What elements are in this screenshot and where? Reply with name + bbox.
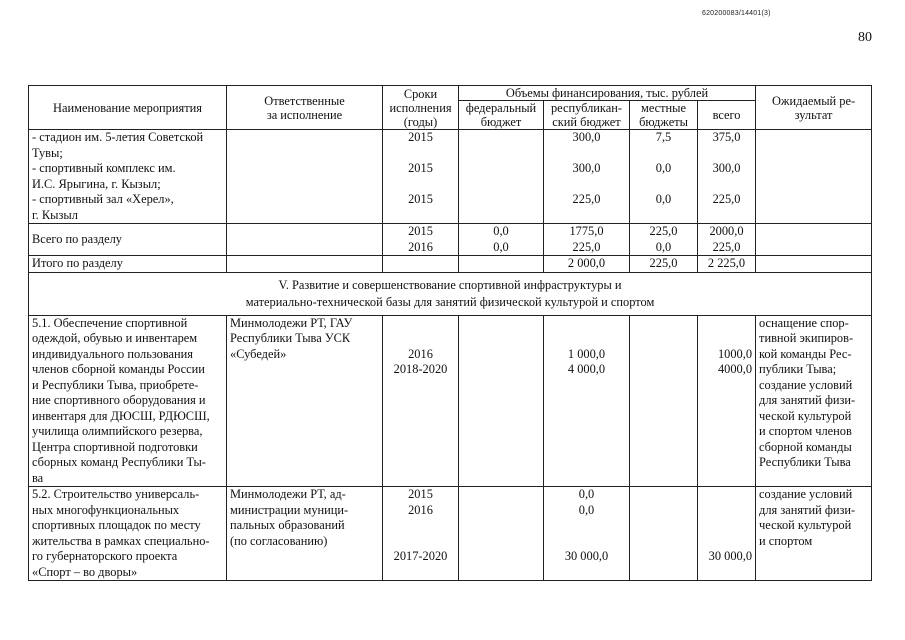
section-result-result bbox=[756, 256, 872, 273]
row-5-1-federal bbox=[459, 315, 544, 487]
row-5-2-federal bbox=[459, 487, 544, 581]
row-5-1-total bbox=[698, 315, 756, 487]
row-5-1-total-text: 1000,0 4000,0 bbox=[717, 346, 753, 376]
row-5-2-years: 2015 2016 2017-2020 bbox=[383, 487, 459, 581]
header-result: Ожидаемый ре- зультат bbox=[756, 86, 872, 130]
section-v-title: V. Развитие и совершенствование спортивной инфраструктуры и материально-технической базы для занятий физической культурой и спортом bbox=[29, 272, 872, 315]
row-5-2-result: создание условий для занятий физи- ческой культурой и спортом bbox=[756, 487, 872, 581]
row-5-1-republican bbox=[544, 315, 630, 487]
section-total-label: Всего по разделу bbox=[29, 224, 227, 256]
row-5-2-responsible: Минмолодежи РТ, ад- министрации муници- пальных образований (по согласованию) bbox=[227, 487, 383, 581]
header-responsible: Ответственные за исполнение bbox=[227, 86, 383, 130]
header-funding-group: Объемы финансирования, тыс. рублей bbox=[459, 86, 756, 101]
header-federal: федеральный бюджет bbox=[459, 101, 544, 130]
header-terms: Сроки исполнения (годы) bbox=[383, 86, 459, 130]
row-5-2-total bbox=[698, 487, 756, 581]
table-row bbox=[29, 256, 872, 273]
header-total: всего bbox=[698, 101, 756, 130]
row-5-1-local bbox=[630, 315, 698, 487]
facilities-federal bbox=[459, 130, 544, 224]
table-row bbox=[29, 130, 872, 224]
row-5-1-name: 5.1. Обеспечение спортивной одеждой, обувью и инвентарем индивидуального пользования членов сборной команды России и Республики Тыва, приобрете- ние спортивного оборудования и инвентаря для ДЮСШ, РДЮСШ, училища олимпийского резерва, Центра спортивной подготовки сборных команд Республики Ты- ва bbox=[29, 315, 227, 487]
row-5-2-local bbox=[630, 487, 698, 581]
document-id: 620200083/14401(3) bbox=[702, 10, 771, 17]
section-total-total: 2000,0 225,0 bbox=[698, 224, 756, 256]
table-row bbox=[29, 224, 872, 256]
header-name: Наименование мероприятия bbox=[29, 86, 227, 130]
header-local: местные бюджеты bbox=[630, 101, 698, 130]
section-result-local: 225,0 bbox=[630, 256, 698, 273]
section-result-years bbox=[383, 256, 459, 273]
row-5-1-years-text: 2016 2018-2020 bbox=[393, 346, 448, 376]
section-heading-row bbox=[29, 272, 872, 315]
row-5-2-name: 5.2. Строительство универсаль- ных многофункциональных спортивных площадок по месту жительства в рамках специально- го губернаторского проекта «Спорт – во дворы» bbox=[29, 487, 227, 581]
facilities-total: 375,0 300,0 225,0 bbox=[698, 130, 756, 224]
section-result-responsible bbox=[227, 256, 383, 273]
section-result-federal bbox=[459, 256, 544, 273]
row-5-2-total-text: 30 000,0 bbox=[708, 549, 753, 563]
facilities-result bbox=[756, 130, 872, 224]
header-republican: республикан- ский бюджет bbox=[544, 101, 630, 130]
row-5-1-years bbox=[383, 315, 459, 487]
facilities-years: 2015 2015 2015 bbox=[383, 130, 459, 224]
section-total-responsible bbox=[227, 224, 383, 256]
financing-table bbox=[28, 85, 872, 581]
table-row bbox=[29, 315, 872, 487]
facilities-republican: 300,0 300,0 225,0 bbox=[544, 130, 630, 224]
facilities-responsible bbox=[227, 130, 383, 224]
section-result-republican: 2 000,0 bbox=[544, 256, 630, 273]
section-total-federal: 0,0 0,0 bbox=[459, 224, 544, 256]
row-5-1-republican-text: 1 000,0 4 000,0 bbox=[567, 346, 606, 376]
section-total-years: 2015 2016 bbox=[383, 224, 459, 256]
section-total-republican: 1775,0 225,0 bbox=[544, 224, 630, 256]
section-result-total: 2 225,0 bbox=[698, 256, 756, 273]
row-5-1-result: оснащение спор- тивной экипиров- кой команды Рес- публики Тыва; создание условий для занятий физи- ческой культурой и спортом членов сборной команды Республики Тыва bbox=[756, 315, 872, 487]
table-header-row bbox=[29, 86, 872, 101]
section-result-label: Итого по разделу bbox=[29, 256, 227, 273]
row-5-1-responsible: Минмолодежи РТ, ГАУ Республики Тыва УСК «Субедей» bbox=[227, 315, 383, 487]
section-total-local: 225,0 0,0 bbox=[630, 224, 698, 256]
facilities-name: - стадион им. 5-летия Советской Тувы; - спортивный комплекс им. И.С. Ярыгина, г. Кызыл; - спортивный зал «Херел», г. Кызыл bbox=[29, 130, 227, 224]
page-number: 80 bbox=[858, 30, 872, 45]
table-row bbox=[29, 487, 872, 581]
facilities-local: 7,5 0,0 0,0 bbox=[630, 130, 698, 224]
section-total-result bbox=[756, 224, 872, 256]
row-5-2-republican: 0,0 0,0 30 000,0 bbox=[544, 487, 630, 581]
